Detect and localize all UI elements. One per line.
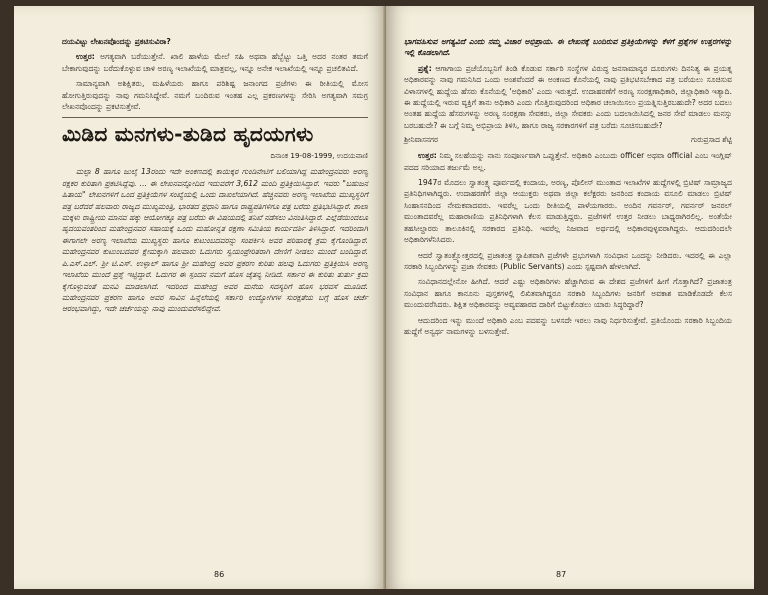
answer	[404, 150, 732, 173]
question-text: ಆಗಾಗಾಯ ಪ್ರಜೆಯೊಬ್ಬನಿಗೆ ತಿಂಡಿ ಕೊಡುವ ಸರ್ಕಾರಿ ಸಂಸ್ಥೆಗಳ ವಿರುದ್ಧ ಜನಸಾಮಾನ್ಯರ ದೂರುಗಳು ದಿನನಿತ್ಯ ಈ ಪ್ರಯತ್ನ ಅಧಿಕಾರವನ್ನು ನಾವು ಗಮನಿಸಿದ ಒಂದು ಅಂಶವೆಂದರೆ ಈ ಅಂಕಣದ ಕೊನೆಯಲ್ಲಿ ನಾವು ಪ್ರತಿಭಟಿಸಬೇಕಾದ ಪತ್ರ ಬರೆಯಲು ಸೂಚಿಸುವ ವಿಳಾಸಗಳಲ್ಲಿ ಹುದ್ದೆಯ ಹೆಸರು ಕೊನೆಯಲ್ಲಿ 'ಅಧಿಕಾರಿ' ಎಂದು ಇರುತ್ತದೆ. ಉದಾಹರಣೆಗೆ ಅರಣ್ಯ ಸಂರಕ್ಷಣಾಧಿಕಾರಿ, ಜಿಲ್ಲಾಧಿಕಾರಿ ಇತ್ಯಾದಿ. ಈ ಹುದ್ದೆಯಲ್ಲಿ ಇರುವ ವ್ಯಕ್ತಿಗೆ ತಾನು ಅಧಿಕಾರಿ ಎಂದು ಗೊತ್ತಿರುವುದರಿಂದ ಅಧಿಕಾರ ಚಲಾಯಿಸಲು ಪ್ರಯತ್ನಿಸುತ್ತಿರಬಹುದೇ? ಅದರ ಬದಲು ಅಂತಹ ಹುದ್ದೆಯ ಹೆಸರುಗಳನ್ನು ಅರಣ್ಯ ಸಂರಕ್ಷಣಾ ಸೇವಕರು, ಜಿಲ್ಲಾ ಸೇವಕರು ಎಂದು ಬದಲಾಯಿಸಿದಲ್ಲಿ ಜನರ ಸೇವೆ ಮಾಡಲು ಮನಸ್ಸು ಬರಬಹುದೇ? ಈ ಬಗ್ಗೆ ನಿಮ್ಮ ಅಭಿಪ್ರಾಯ ತಿಳಿಸಿ, ಹಾಗೂ ರಾಜ್ಯ ಸರಕಾರಗಳಿಗೆ ಪತ್ರ ಬರೆದು ಸೂಚಿಸಬಹುದೇ?	[404, 63, 733, 130]
top-answer	[62, 51, 368, 74]
right-page	[386, 6, 754, 589]
paragraph-constitution: ಸಂವಿಧಾನದಲ್ಲೇನೋ ಹೀಗಿದೆ. ಆದರೆ ಎಷ್ಟು ಅಧಿಕಾರಿಗಳು ಹೆಚ್ಚಾಗಿರುವ ಈ ದೇಶದ ಪ್ರಜೆಗಳಿಗೆ ಹೀಗೆ ಗೊತ್ತಾಗಿದೆ? ಪ್ರಜಾತಂತ್ರ ಸಂವಿಧಾನ ಹಾಗೂ ಕಾನೂನು ಪುಸ್ತಕಗಳಲ್ಲಿ ಲಿಖಿತವಾಗಿದ್ದರೂ ಸರಕಾರಿ ಸಿಬ್ಬಂದಿಗಳು ಜನರಿಗೆ ಅವಕಾಶ ಮಾಡಿಕೊಡದೇ ಕೆಲಸ ಮುಂದುವರೆಸಿದರು. ಶಿಕ್ಷಿತ ಅಧಿಕಾರವನ್ನು ಅವ್ಯವಹಾರದ ದಾರಿಗೆ ಬಿಟ್ಟುಕೊಡಲು ಯಾರು ಸಿದ್ಧರಿದ್ದಾರೆ?	[404, 277, 732, 310]
top-note: ಭಾಗವಹಿಸುವ ಅಗತ್ಯವಿದೆ ಎಂದು ನಮ್ಮ ವಿಚಾರ ಅಭಿಪ್ರಾಯ. ಈ ಲೇಖನಕ್ಕೆ ಬಂದಿರುವ ಪ್ರತಿಕ್ರಿಯೆಗಳನ್ನು ಕೆಳಗೆ ಪ್ರಶ್ನೆಗಳ ಉತ್ತರಗಳನ್ನು ಇಲ್ಲಿ ಕೊಡಲಾಗಿದೆ.	[404, 37, 732, 58]
signature	[404, 135, 732, 145]
paragraph-last: ಆದುದರಿಂದ ಇನ್ನು ಮುಂದೆ ಅಧಿಕಾರಿ ಎಂಬ ಪದವನ್ನು ಬಳಸದೇ ಇರಲು ನಾವು ನಿರ್ಧರಿಸುತ್ತೇವೆ. ಪ್ರತಿಯೊಂದು ಸರಕಾರಿ ಸಿಬ್ಬಂದಿಯ ಹುದ್ದೆಗೆ ಅನ್ವರ್ಥ ನಾಮಗಳನ್ನು ಬಳಸುತ್ತೇವೆ.	[404, 315, 732, 336]
paragraph-independence: ಆದರೆ ಸ್ವಾತಂತ್ರ್ಯೋತ್ತರದಲ್ಲಿ ಪ್ರಜಾತಂತ್ರ ಸ್ಥಾಪಿತವಾಗಿ ಪ್ರಜೆಗಳೇ ಪ್ರಭುಗಳಾಗಿ ಸಂವಿಧಾನ ಒಂದನ್ನು ನೀಡಿದರು. ಇದರಲ್ಲಿ ಈ ಎಲ್ಲಾ ಸರಕಾರಿ ಸಿಬ್ಬಂದಿಗಳನ್ನು ಪ್ರಜಾ ಸೇವಕರು (Public Servants) ಎಂದು ಸ್ಪಷ್ಟವಾಗಿ ಹೇಳಲಾಗಿದೆ.	[404, 250, 732, 271]
paragraph-1947: 1947ರ ಮೊದಲು ಸ್ವಾತಂತ್ರ್ಯ ಪೂರ್ವದಲ್ಲಿ ಕಂದಾಯ, ಅರಣ್ಯ, ಪೊಲೀಸ್ ಮುಂತಾದ ಇಲಾಖೆಗಳ ಹುದ್ದೆಗಳಲ್ಲಿ ಬ್ರಿಟಿಷ್ ಸಾಮ್ರಾಜ್ಯದ ಪ್ರತಿನಿಧಿಗಳಾಗಿದ್ದರು. ಉದಾಹರಣೆಗೆ ಜಿಲ್ಲಾ ಆಯುಕ್ತರು ಅಥವಾ ಜಿಲ್ಲಾ ಕಲೆಕ್ಟರರು ಜನರಿಂದ ಕಂದಾಯ ವಸೂಲಿ ಮಾಡಲು ಬ್ರಿಟಿಷ್ ಸಿಂಹಾಸನದಿಂದ ನೇಮಕವಾದವರು. ಇವರೆಲ್ಲ ಒಂದು ರೀತಿಯಲ್ಲಿ ಪಾಳೆಯಗಾರರು. ಅಂದಿನ ಗವರ್ನರ್, ಗವರ್ನರ್ ಜನರಲ್ ಮುಂತಾದವರೆಲ್ಲ ಮಹಾರಾಣಿಯ ಪ್ರತಿನಿಧಿಗಳಾಗಿ ಕೆಲಸ ಮಾಡುತ್ತಿದ್ದರು. ಪ್ರಜೆಗಳಿಗೆ ಉತ್ತರ ನೀಡಲು ಬಾಧ್ಯರಾಗಿರಲಿಲ್ಲ. ಅಂತೆಯೇ ತಹಸೀಲ್ದಾರರು ತಾಲೂಕಿನಲ್ಲಿ ಸರಕಾರದ ಪ್ರತಿನಿಧಿ. ಇವರೆಲ್ಲ ನಿಜವಾದ ಅರ್ಥದಲ್ಲಿ ಅಧಿಕಾರವುಳ್ಳವರಾಗಿದ್ದರು. ಆದುದರಿಂದಲೇ ಅಧಿಕಾರಿಗಳೆನಿಸಿದರು.	[404, 178, 732, 245]
signature-name: ಶ್ರೀನಿವಾಸನಗರ	[404, 135, 438, 145]
page-number: 86	[214, 570, 225, 579]
question	[404, 63, 732, 131]
signature-place: ಗುರುಪ್ರಸಾದ ಶೆಟ್ಟಿ	[690, 135, 732, 145]
top-paragraph: ಸಾಮಾನ್ಯವಾಗಿ ಅಶಿಕ್ಷಿತರು, ಮಹಿಳೆಯರು ಹಾಗೂ ಪರಿಶಿಷ್ಟ ಜನಾಂಗದ ಪ್ರಜೆಗಳು ಈ ರೀತಿಯಲ್ಲಿ ಮೋಸ ಹೋಗುತ್ತಿರುವುದನ್ನು ನಾವು ಗಮನಿಸಿದ್ದೇವೆ. ನಮಗೆ ಬಂದಿರುವ ಇಂತಹ ಎಲ್ಲ ಪ್ರಕರಣಗಳನ್ನು ಸೇರಿಸಿ ಅಗತ್ಯವಾಗಿ ಸಮಗ್ರ ಲೇಖನವೊಂದನ್ನು ಪ್ರಕಟಿಸುತ್ತೇವೆ.	[62, 79, 368, 112]
page-number: 87	[556, 570, 567, 579]
top-question: ದಯವಿಟ್ಟು ಲೇಖನವೊಂದನ್ನು ಪ್ರಕಟಿಸುವಿರಾ?	[62, 37, 171, 46]
left-page	[14, 6, 386, 589]
answer-text: ನಿಮ್ಮ ಸಲಹೆಯನ್ನು ನಾನು ಸಂಪೂರ್ಣವಾಗಿ ಒಪ್ಪುತ್ತೇನೆ. ಅಧಿಕಾರಿ ಎಂಬುದು officer ಅಥವಾ official ಎಂಬ ಇಂಗ್ಲಿಷ್ ಪದದ ಸರಿಯಾದ ತರ್ಜುಮೆ ಅಲ್ಲ.	[404, 151, 732, 172]
answer-label: ಉತ್ತರ:	[76, 52, 95, 62]
answer-label: ಉತ್ತರ:	[418, 151, 437, 161]
article-heading: ಮಿಡಿದ ಮನಗಳು-ತುಡಿದ ಹೃದಯಗಳು	[62, 117, 368, 147]
article-dateline: ದಿನಾಂಕ 19-08-1999, ಉದಯವಾಣಿ	[270, 151, 368, 161]
question-label: ಪ್ರಶ್ನೆ:	[418, 63, 432, 73]
article-body: ಮಲ್ಪಾ 8 ಹಾಗೂ ಜುಲೈ 13ರಂದು ಇದೇ ಅಂಕಣದಲ್ಲಿ ಕಾಯಿಕ್ಕರ ಗುಂಡಿನೇಟಿಗೆ ಬಲಿಯಾಗಿದ್ದ ಮಹೇಂದ್ರನವರು ಅರಣ್ಯ ರಕ್ಷಕರ ಕುರಿತಾಗಿ ಪ್ರಕಟಿಸಿದ್ದೆವು. ... ಈ ಲೇಖನವನ್ನೋದಿದ ಇದುವರೆಗೆ 3,612 ಮಂದಿ ಪ್ರತಿಕ್ರಿಯಿಸಿದ್ದಾರೆ. ಇವರು "ಬಹುಜನ ಹಿತಾಯ" ಲೇಖನಗಳಿಗೆ ಒಂದ ಪ್ರತಿಕ್ರಿಯೆಗಳ ಸಂಖ್ಯೆಯಲ್ಲಿ ಒಂದು ದಾಖಲೆಯಾಗಿದೆ. ಹೆಚ್ಚಿನವರು ಅರಣ್ಯ ಇಲಾಖೆಯ ಮುಖ್ಯಸ್ಥರಿಗೆ ಪತ್ರ ಬರೆದರೆ ಹಲವಾರು ರಾಜ್ಯದ ಮುಖ್ಯಮಂತ್ರಿ, ಭಾರತದ ಪ್ರಧಾನಿ ಹಾಗೂ ರಾಷ್ಟ್ರಪತಿಗಳಿಗೂ ಪತ್ರ ಬರೆದು ಪ್ರತಿಭಟಿಸಿದ್ದಾರೆ. ಶಾಲಾ ಮಕ್ಕಳು ರಾಷ್ಟ್ರೀಯ ಮಾನವ ಹಕ್ಕು ಆಯೋಗಕ್ಕೂ ಪತ್ರ ಬರೆದು ಈ ವಿಷಯದಲ್ಲಿ ತನಿಖೆ ನಡೆಸಲು ವಿನಂತಿಸಿದ್ದಾರೆ. ಎಲ್ಲೆಡೆಯಿಂದಲೂ ಹೃದಯವಂತರಿಂದ ಮಹೇಂದ್ರನವರ ಸಹಾಯಕ್ಕೆ ಒಂದು ಮಹೋನ್ನತ ರಕ್ಷಣಾ ಸಮಿತಿಯ ಕಾರ್ಯದರ್ಶಿ ತಿಳಿಸಿದ್ದಾರೆ. ಇದರಿಂದಾಗಿ ಈಗಾಗಲೇ ಅರಣ್ಯ ಇಲಾಖೆಯ ಮುಖ್ಯಸ್ಥರು ಹಾಗೂ ಕುಟುಂಬದವರನ್ನು ಸಂಪರ್ಕಿಸಿ ಅವರ ಪರಿಹಾರಕ್ಕೆ ಕ್ರಮ ಕೈಗೊಂಡಿದ್ದಾರೆ. ಮಹೇಂದ್ರನವರ ಕುಟುಂಬದವರ ಕ್ಷೇಮಕ್ಕಾಗಿ ಹಲವಾರು ಓದುಗರು ಸ್ವಯಂಪ್ರೇರಿತರಾಗಿ ದೇಣಿಗೆ ನೀಡಲು ಮುಂದೆ ಬಂದಿದ್ದಾರೆ. ಪಿ.ಎಸ್.ಎಲ್. ಶ್ರೀ ಟಿ.ಎಸ್. ಉಳ್ಳಾಲ್ ಹಾಗೂ ಶ್ರೀ ಮಹೇಂದ್ರ ಅವರ ಪ್ರಕರಣ ಕುರಿತು ಹಲವು ಓದುಗರು ಪ್ರತಿಕ್ರಿಯಿಸಿ ಅರಣ್ಯ ಇಲಾಖೆಯ ಮುಂದೆ ಪ್ರಶ್ನೆ ಇಟ್ಟಿದ್ದಾರೆ. ಓದುಗರ ಈ ಸ್ಪಂದನ ನಮಗೆ ಹೊಸ ಚೈತನ್ಯ ನೀಡಿದೆ. ಸರ್ಕಾರ ಈ ಕುರಿತು ತುರ್ತು ಕ್ರಮ ಕೈಗೊಳ್ಳುವಂತೆ ಮನವಿ ಮಾಡಲಾಗಿದೆ. ಇದರಿಂದ ಮಹೇಂದ್ರ ಅವರ ಮನೆಯ ಸದಸ್ಯರಿಗೆ ಹೊಸ ಭರವಸೆ ಮೂಡಿದೆ. ಮಹೇಂದ್ರನವರ ಪ್ರಕರಣ ಹಾಗೂ ಅವರ ಸಾವಿನ ಹಿನ್ನೆಲೆಯಲ್ಲಿ ಸರ್ಕಾರಿ ಉದ್ಯೋಗಿಗಳ ಸುರಕ್ಷತೆಯ ಬಗ್ಗೆ ಹೊಸ ಚರ್ಚೆ ಆರಂಭವಾಗಿದ್ದು, ಇದೇ ಚರ್ಚೆಯನ್ನು ನಾವು ಮುಂದುವರೆಸಲಿದ್ದೇವೆ.	[62, 167, 368, 314]
answer-text: ಅಗತ್ಯವಾಗಿ ಬರೆಯುತ್ತೇನೆ. ಖಾಲಿ ಹಾಳೆಯ ಮೇಲೆ ಸಹಿ ಅಥವಾ ಹೆಬ್ಬೆಟ್ಟು ಒತ್ತಿ ಅದರ ನಂತರ ತಮಗೆ ಬೇಕಾಗುವುದನ್ನು ಬರೆದುಕೊಳ್ಳುವ ಚಾಳಿ ಅರಣ್ಯ ಇಲಾಖೆಯಲ್ಲಿ ಮಾತ್ರವಲ್ಲ, ಇನ್ನೂ ಅನೇಕ ಇಲಾಖೆಯಲ್ಲಿ ಇನ್ನೂ ಪ್ರಚಲಿತವಿದೆ.	[62, 52, 368, 73]
